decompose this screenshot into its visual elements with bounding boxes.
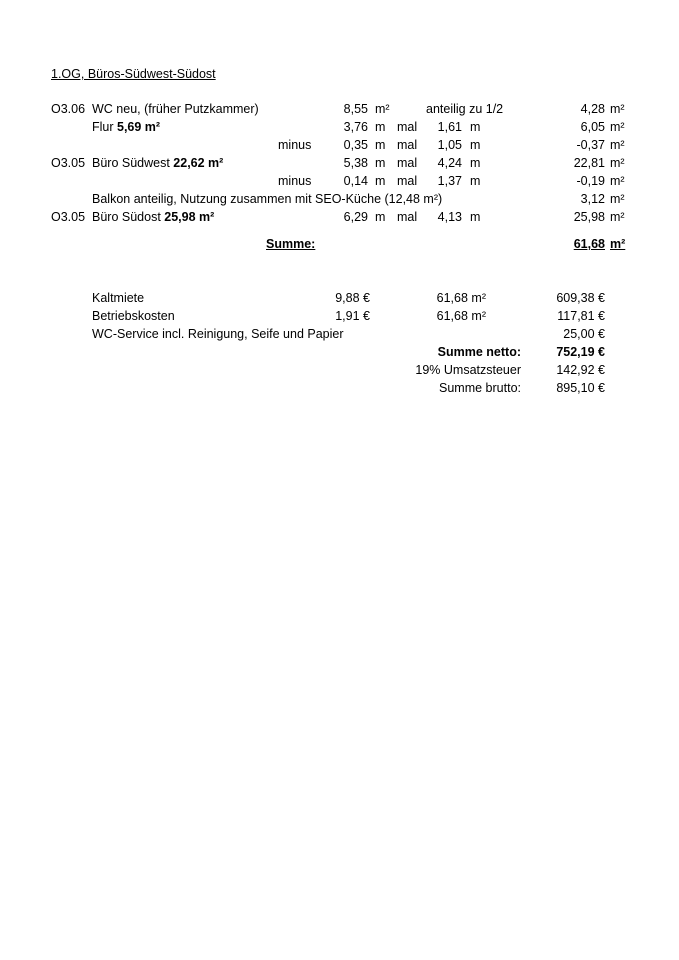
room-label: [92, 156, 223, 171]
row-result: 4,28: [580, 102, 605, 116]
room-label-text: Büro Südwest: [92, 156, 174, 170]
measure-a-unit: m²: [375, 102, 390, 116]
total-label-vat: 19% Umsatzsteuer: [415, 363, 521, 377]
cost-label: WC-Service incl. Reinigung, Seife und Papier: [92, 327, 344, 341]
room-label-text: Büro Südost: [92, 210, 165, 224]
measure-a-unit: m: [375, 138, 386, 152]
cost-label: Kaltmiete: [92, 291, 145, 305]
room-area: 25,98 m²: [164, 210, 215, 224]
measure-b-unit: m: [470, 174, 481, 188]
measure-b-unit: m: [470, 156, 481, 170]
area-sum-value: 61,68: [573, 237, 605, 251]
result-unit: m²: [610, 138, 625, 152]
operator-mal: mal: [397, 174, 418, 188]
area-sum-label: Summe:: [266, 237, 316, 251]
operator-minus: minus: [278, 138, 312, 152]
measure-a-unit: m: [375, 120, 386, 134]
cost-area: 61,68 m²: [436, 309, 486, 323]
measure-a: 5,38: [343, 156, 368, 170]
area-sum-unit: m²: [610, 237, 626, 251]
cost-amount: 609,38 €: [556, 291, 605, 305]
total-value-brutto: 895,10 €: [556, 381, 605, 395]
row-result: 3,12: [580, 192, 605, 206]
measure-b: 4,13: [437, 210, 462, 224]
operator-minus: minus: [278, 174, 312, 188]
measure-b-unit: m: [470, 210, 481, 224]
share-note: anteilig zu 1/2: [426, 102, 504, 116]
measure-b: 1,37: [437, 174, 462, 188]
measure-a: 8,55: [343, 102, 368, 116]
room-label: WC neu, (früher Putzkammer): [92, 102, 259, 116]
result-unit: m²: [610, 192, 625, 206]
room-code: O3.05: [51, 210, 86, 224]
room-label-text: Flur: [92, 120, 117, 134]
row-result: -0,37: [576, 138, 605, 152]
cost-rate: 9,88 €: [335, 291, 370, 305]
total-value-vat: 142,92 €: [556, 363, 605, 377]
cost-amount: 25,00 €: [563, 327, 605, 341]
operator-mal: mal: [397, 120, 418, 134]
measure-a-unit: m: [375, 174, 386, 188]
total-label-netto: Summe netto:: [437, 345, 521, 359]
cost-label: Betriebskosten: [92, 309, 175, 323]
operator-mal: mal: [397, 156, 418, 170]
total-label-brutto: Summe brutto:: [439, 381, 521, 395]
result-unit: m²: [610, 102, 625, 116]
row-result: 25,98: [573, 210, 605, 224]
measure-a-unit: m: [375, 210, 386, 224]
row-result: 6,05: [580, 120, 605, 134]
measure-b: 4,24: [437, 156, 462, 170]
measure-a: 0,35: [343, 138, 368, 152]
measure-b: 1,61: [437, 120, 462, 134]
measure-a: 6,29: [343, 210, 368, 224]
measure-a: 3,76: [343, 120, 368, 134]
room-area: 5,69 m²: [117, 120, 161, 134]
result-unit: m²: [610, 210, 625, 224]
result-unit: m²: [610, 120, 625, 134]
room-area: 22,62 m²: [173, 156, 224, 170]
row-result: -0,19: [576, 174, 605, 188]
operator-mal: mal: [397, 210, 418, 224]
cost-rate: 1,91 €: [335, 309, 370, 323]
room-code: O3.05: [51, 156, 86, 170]
operator-mal: mal: [397, 138, 418, 152]
total-value-netto: 752,19 €: [556, 345, 605, 359]
room-label: [92, 210, 214, 225]
measure-b: 1,05: [437, 138, 462, 152]
measure-b-unit: m: [470, 138, 481, 152]
measure-b-unit: m: [470, 120, 481, 134]
measure-a-unit: m: [375, 156, 386, 170]
room-code: O3.06: [51, 102, 86, 116]
room-label: Balkon anteilig, Nutzung zusammen mit SEO-Küche (12,48 m²): [92, 192, 443, 206]
row-result: 22,81: [573, 156, 605, 170]
room-label: [92, 120, 160, 135]
result-unit: m²: [610, 174, 625, 188]
cost-amount: 117,81 €: [557, 309, 605, 323]
result-unit: m²: [610, 156, 625, 170]
cost-area: 61,68 m²: [436, 291, 486, 305]
measure-a: 0,14: [343, 174, 368, 188]
section-heading: 1.OG, Büros-Südwest-Südost: [51, 67, 216, 81]
